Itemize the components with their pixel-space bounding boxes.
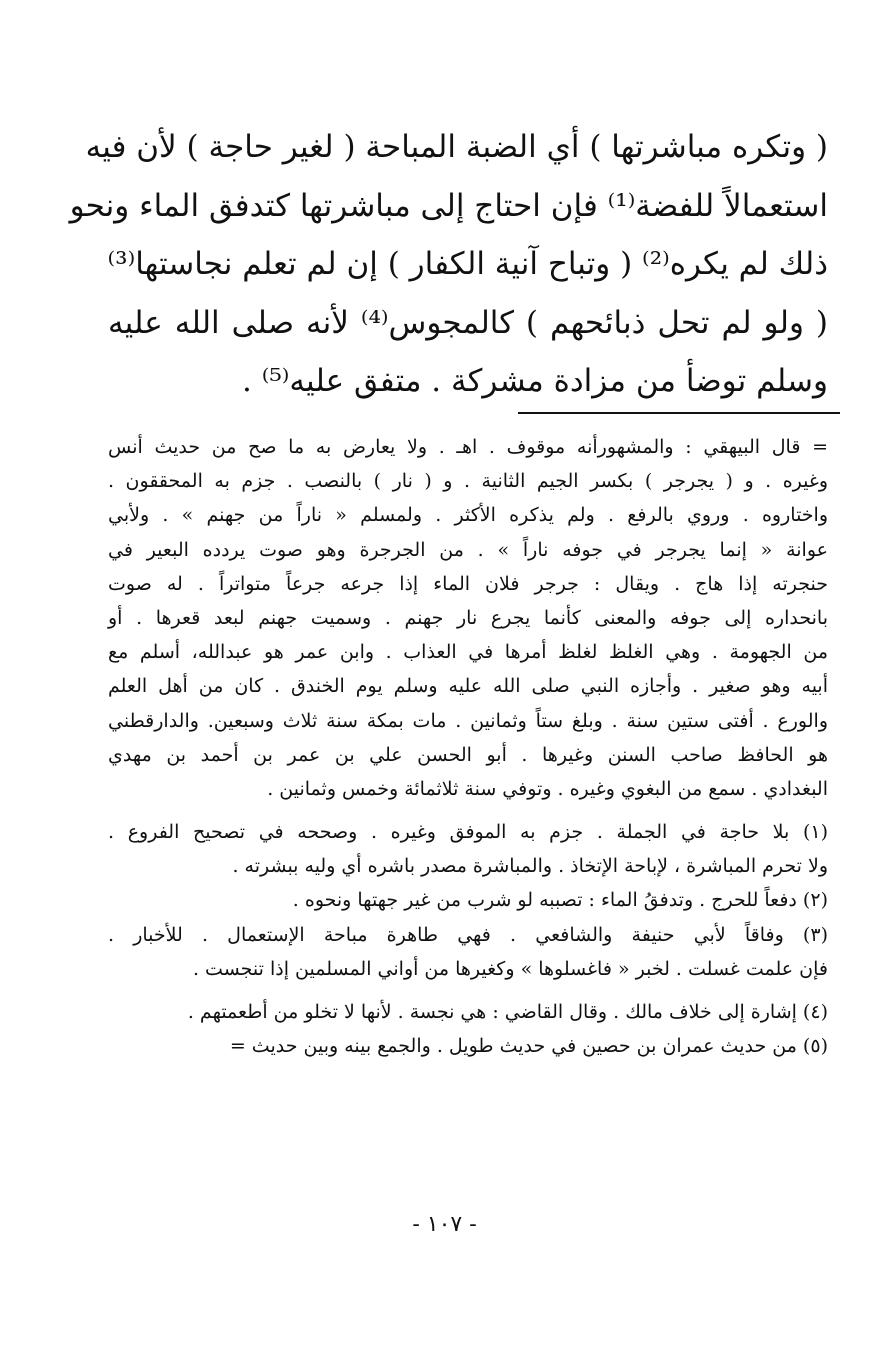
- main-text-line: ذلك لم يكره⁽²⁾ ( وتباح آنية الكفار ) إن لم تعلم نجاستها⁽³⁾: [107, 246, 828, 282]
- note-line: = قال البيهقي : والمشهورأنه موقوف . اهـ . ولا يعارض به ما صح من حديث أنس: [108, 436, 828, 458]
- note-line: هو الحافظ صاحب السنن وغيرها . أبو الحسن علي بن عمر بن أحمد بن مهدي: [108, 743, 828, 766]
- note-line: عوانة « إنما يجرجر في جوفه ناراً » . من الجرجرة وهو صوت يردده البعير في: [108, 538, 828, 561]
- note-line: وغيره . و ( يجرجر ) بكسر الجيم الثانية . و ( نار ) بالنصب . جزم به المحققون .: [108, 470, 828, 493]
- footnote-line: (١) بلا حاجة في الجملة . جزم به الموفق وغيره . وصححه في تصحيح الفروع .: [108, 821, 828, 844]
- note-line: واختاروه . وروي بالرفع . ولم يذكره الأكثر . ولمسلم « ناراً من جهنم » . ولأبي: [108, 504, 828, 527]
- footnote-4: [108, 995, 828, 1029]
- note-line: أبيه وهو صغير . وأجازه النبي صلى الله عليه وسلم يوم الخندق . كان من أهل العلم: [108, 675, 828, 698]
- main-text-line: وسلم توضأ من مزادة مشركة . متفق عليه⁽⁵⁾ .: [241, 363, 828, 399]
- main-text-line: استعمالاً للفضة⁽¹⁾ فإن احتاج إلى مباشرتها كتدفق الماء ونحو: [69, 187, 828, 224]
- note-line: من الجهومة . وهي الغلظ لغلظ أمرها في العذاب . وابن عمر هو عبدالله، أسلم مع: [108, 641, 828, 664]
- continued-note: [108, 430, 828, 806]
- note-line: حنجرته إذا هاج . ويقال : جرجر فلان الماء إذا جرعه جرعاً متواتراً . له صوت: [108, 572, 828, 595]
- main-text-line: ( وتكره مباشرتها ) أي الضبة المباحة ( لغير حاجة ) لأن فيه: [85, 129, 828, 165]
- footnote-2: [108, 883, 828, 917]
- footnote-separator: [518, 412, 840, 414]
- footnotes-block: [108, 430, 828, 1063]
- note-line: بانحداره إلى جوفه والمعنى كأنما يجرع نار جهنم . وسميت جهنم لبعد قعرها . أو: [108, 606, 828, 629]
- footnote-3: [108, 918, 828, 986]
- footnote-line: (٣) وفاقاً لأبي حنيفة والشافعي . فهي طاهرة مباحة الإستعمال . للأخبار .: [108, 923, 828, 946]
- note-line: والورع . أفتى ستين سنة . وبلغ ستاً وثمانين . مات بمكة سنة ثلاث وسبعين. والدارقطني: [108, 709, 828, 732]
- footnote-line: (٢) دفعاً للحرج . وتدفقُ الماء : تصببه لو شرب من غير جهتها ونحوه .: [292, 889, 828, 912]
- main-text-line: ( ولو لم تحل ذبائحهم ) كالمجوس⁽⁴⁾ لأنه صلى الله عليه: [108, 304, 828, 341]
- page-number: - ١٠٧ -: [412, 1212, 477, 1237]
- footnote-line: (٤) إشارة إلى خلاف مالك . وقال القاضي : هي نجسة . لأنها لا تخلو من أطعمتهم .: [187, 1001, 828, 1023]
- footnote-1: [108, 815, 828, 883]
- note-line: البغدادي . سمع من البغوي وغيره . وتوفي سنة ثلاثمائة وخمس وثمانين .: [267, 777, 828, 800]
- footnote-5: [108, 1029, 828, 1063]
- footnote-line: فإن علمت غسلت . لخبر « فاغسلوها » وكغيرها من أواني المسلمين إذا تنجست .: [192, 957, 828, 980]
- footnote-line: ولا تحرم المباشرة ، لإباحة الإتخاذ . والمباشرة مصدر باشره أي وليه ببشرته .: [232, 855, 828, 878]
- footnote-line: (٥) من حديث عمران بن حصين في حديث طويل . والجمع بينه وبين حديث =: [229, 1035, 828, 1058]
- main-text-block: [69, 118, 828, 411]
